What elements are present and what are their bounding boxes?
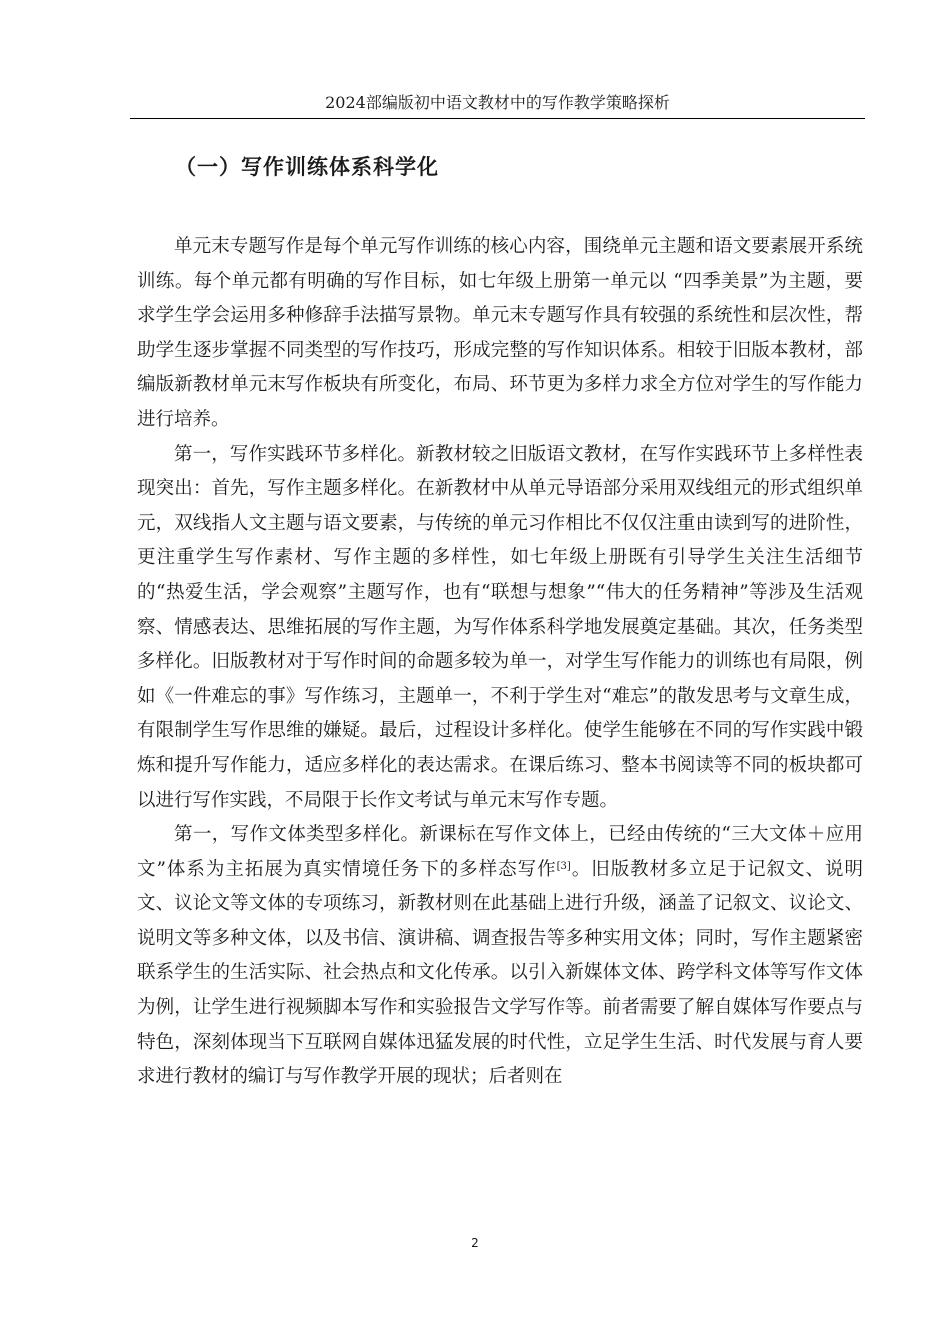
page-number: 2 [471, 1236, 479, 1250]
running-header: 2024部编版初中语文教材中的写作教学策略探析 [130, 92, 865, 119]
citation-reference[interactable]: [3] [556, 860, 571, 872]
paragraph-3 [137, 818, 863, 1095]
paragraph-2: 第一，写作实践环节多样化。新教材较之旧版语文教材，在写作实践环节上多样性表现突出：首先，写作主题多样化。在新教材中从单元导语部分采用双线组元的形式组织单元，双线指人文主题与语文要素，与传统的单元习作相比不仅仅注重由读到写的进阶性，更注重学生写作素材、写作主题的多样性，如七年级上册既有引导学生关注生活细节的“热爱生活，学会观察”主题写作，也有“联想与想象”“伟大的任务精神”等涉及生活观察、情感表达、思维拓展的写作主题，为写作体系科学地发展奠定基础。其次，任务类型多样化。旧版教材对于写作时间的命题多较为单一，对学生写作能力的训练也有局限，例如《一件难忘的事》写作练习，主题单一，不利于学生对“难忘”的散发思考与文章生成，有限制学生写作思维的嫌疑。最后，过程设计多样化。使学生能够在不同的写作实践中锻炼和提升写作能力，适应多样化的表达需求。在课后练习、整本书阅读等不同的板块都可以进行写作实践，不局限于长作文考试与单元末写作专题。 [137, 443, 863, 811]
paragraph-3-part-2: 。旧版教材多立足于记叙文、说明文、议论文等文体的专项练习，新教材则在此基础上进行升级，涵盖了记叙文、议论文、说明文等多种文体，以及书信、演讲稿、调查报告等多种实用文体；同时，写作主题紧密联系学生的生活实际、社会热点和文化传承。以引入新媒体文体、跨学科文体等写作文体为例，让学生进行视频脚本写作和实验报告文学写作等。前者需要了解自媒体写作要点与特色，深刻体现当下互联网自媒体迅猛发展的时代性，立足学生生活、时代发展与育人要求进行教材的编订与写作教学开展的现状；后者则在 [137, 858, 863, 1088]
section-title: （一）写作训练体系科学化 [175, 154, 439, 179]
paragraph-1: 单元末专题写作是每个单元写作训练的核心内容，围绕单元主题和语文要素展开系统训练。每个单元都有明确的写作目标，如七年级上册第一单元以 “四季美景”为主题，要求学生学会运用多种修辞手法描写景物。单元末专题写作具有较强的系统性和层次性，帮助学生逐步掌握不同类型的写作技巧，形成完整的写作知识体系。相较于旧版本教材，部编版新教材单元末写作板块有所变化，布局、环节更为多样力求全方位对学生的写作能力进行培养。 [137, 236, 863, 430]
body-text [137, 230, 863, 1095]
paragraph-3-part-1: 第一，写作文体类型多样化。新课标在写作文体上，已经由传统的“三大文体＋应用文”体系为主拓展为真实情境任务下的多样态写作 [137, 824, 863, 880]
